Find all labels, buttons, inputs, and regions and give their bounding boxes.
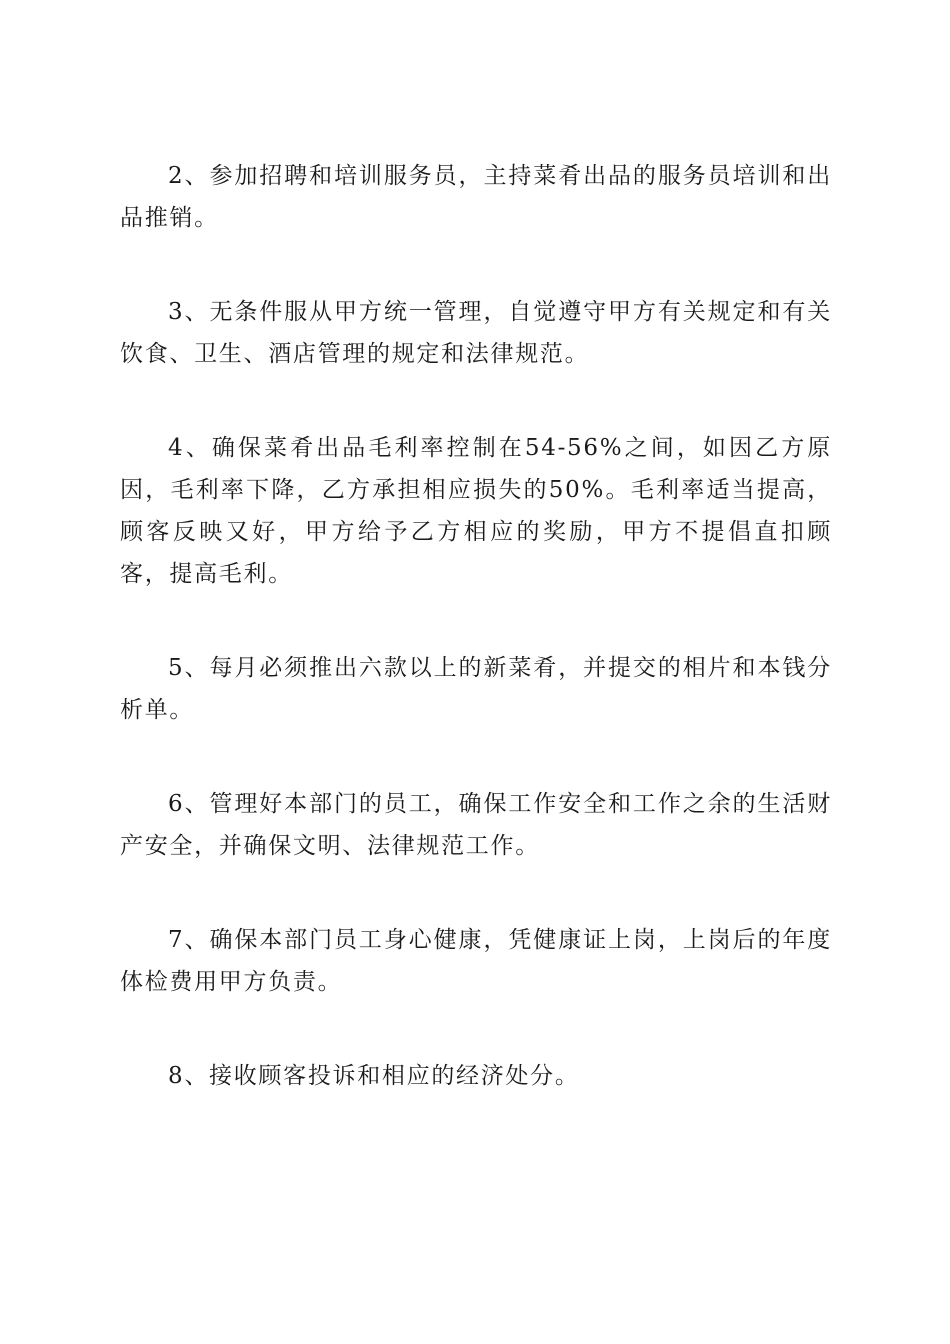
paragraph-item-6: 6、管理好本部门的员工，确保工作安全和工作之余的生活财产安全，并确保文明、法律规范工作。 bbox=[120, 791, 832, 859]
paragraph-item-4: 4、确保菜肴出品毛利率控制在54-56%之间，如因乙方原因，毛利率下降，乙方承担相应损失的50%。毛利率适当提高，顾客反映又好，甲方给予乙方相应的奖励，甲方不提倡直扣顾客，提高毛利。 bbox=[120, 435, 832, 587]
paragraph-item-5: 5、每月必须推出六款以上的新菜肴，并提交的相片和本钱分析单。 bbox=[120, 655, 832, 723]
document-body bbox=[120, 155, 832, 1149]
paragraph-item-3: 3、无条件服从甲方统一管理，自觉遵守甲方有关规定和有关饮食、卫生、酒店管理的规定和法律规范。 bbox=[120, 299, 832, 367]
paragraph-item-7: 7、确保本部门员工身心健康，凭健康证上岗，上岗后的年度体检费用甲方负责。 bbox=[120, 927, 832, 995]
paragraph-item-8: 8、接收顾客投诉和相应的经济处分。 bbox=[168, 1063, 580, 1089]
paragraph-item-2: 2、参加招聘和培训服务员，主持菜肴出品的服务员培训和出品推销。 bbox=[120, 163, 832, 231]
